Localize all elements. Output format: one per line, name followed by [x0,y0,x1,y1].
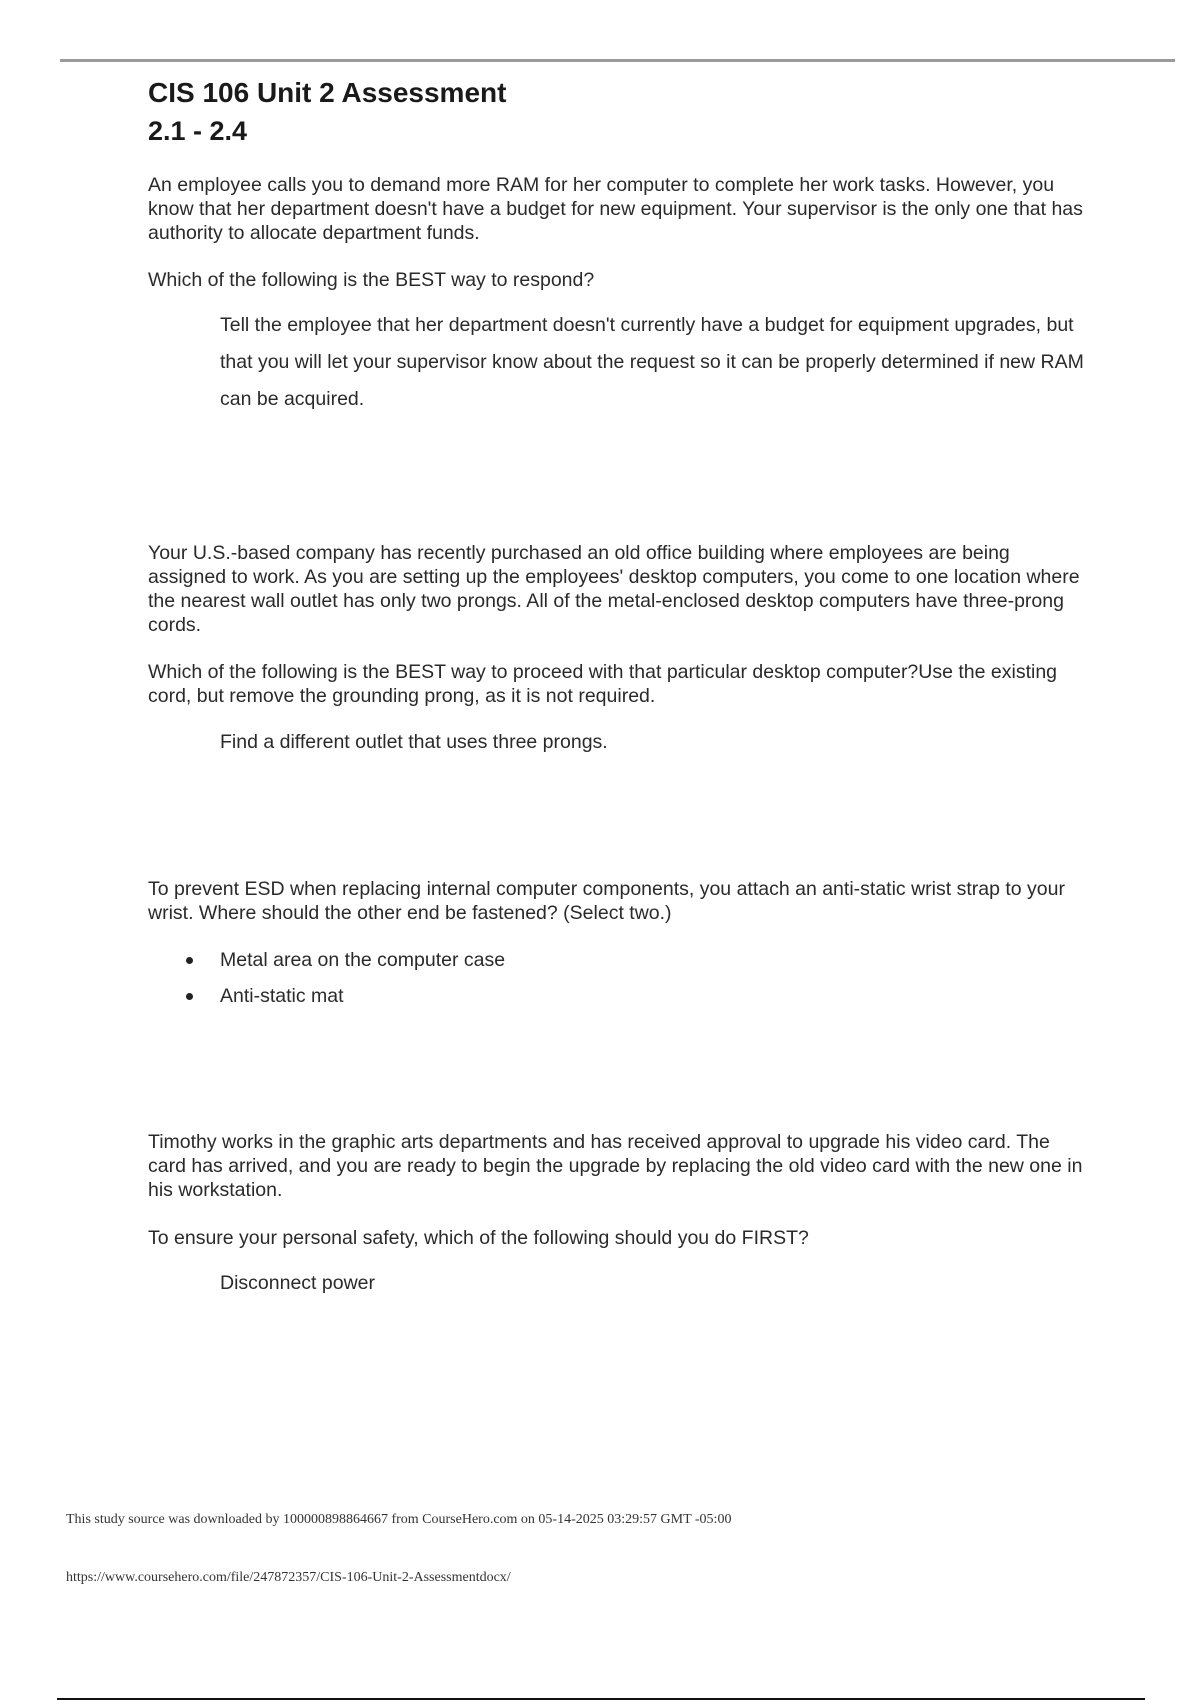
question-3-answer-1: Metal area on the computer case [220,949,506,971]
bullet-icon [186,957,193,964]
question-2-answer: Find a different outlet that uses three prongs. [220,731,608,753]
question-3-scenario: To prevent ESD when replacing internal computer components, you attach an anti-static wrist strap to your wrist. Where should the other end be fastened? (Select two.) [148,878,1065,924]
question-1-prompt: Which of the following is the BEST way to respond? [148,269,595,291]
question-1-scenario: An employee calls you to demand more RAM for her computer to complete her work tasks. However, you know that her department doesn't have a budget for new equipment. Your supervisor is the only one that has authority to allocate department funds. [148,174,1083,244]
bullet-icon [186,993,193,1000]
page-subtitle: 2.1 - 2.4 [148,116,248,146]
page-title: CIS 106 Unit 2 Assessment [148,77,507,108]
question-4-answer: Disconnect power [220,1272,375,1294]
top-divider [60,59,1175,62]
question-4-prompt: To ensure your personal safety, which of the following should you do FIRST? [148,1227,809,1249]
source-url[interactable]: https://www.coursehero.com/file/247872357/CIS-106-Unit-2-Assessmentdocx/ [66,1570,511,1585]
question-4-scenario: Timothy works in the graphic arts departments and has received approval to upgrade his video card. The card has arrived, and you are ready to begin the upgrade by replacing the old video card with the new one in his workstation. [148,1131,1083,1201]
question-1-answer: Tell the employee that her department doesn't currently have a budget for equipment upgrades, but that you will let your supervisor know about the request so it can be properly determined if new RAM can be acquired. [220,314,1084,410]
list-item [183,945,505,981]
source-note: This study source was downloaded by 100000898864667 from CourseHero.com on 05-14-2025 03:29:57 GMT -05:00 [66,1512,732,1527]
question-3-answer-list [183,945,505,1017]
question-2-scenario: Your U.S.-based company has recently purchased an old office building where employees are being assigned to work. As you are setting up the employees' desktop computers, you come to one location where the nearest wall outlet has only two prongs. All of the metal-enclosed desktop computers have three-prong cords. [148,542,1080,636]
question-3-answer-2: Anti-static mat [220,985,344,1007]
question-2-prompt: Which of the following is the BEST way to proceed with that particular desktop computer?Use the existing cord, but remove the grounding prong, as it is not required. [148,661,1058,707]
list-item [183,981,505,1017]
